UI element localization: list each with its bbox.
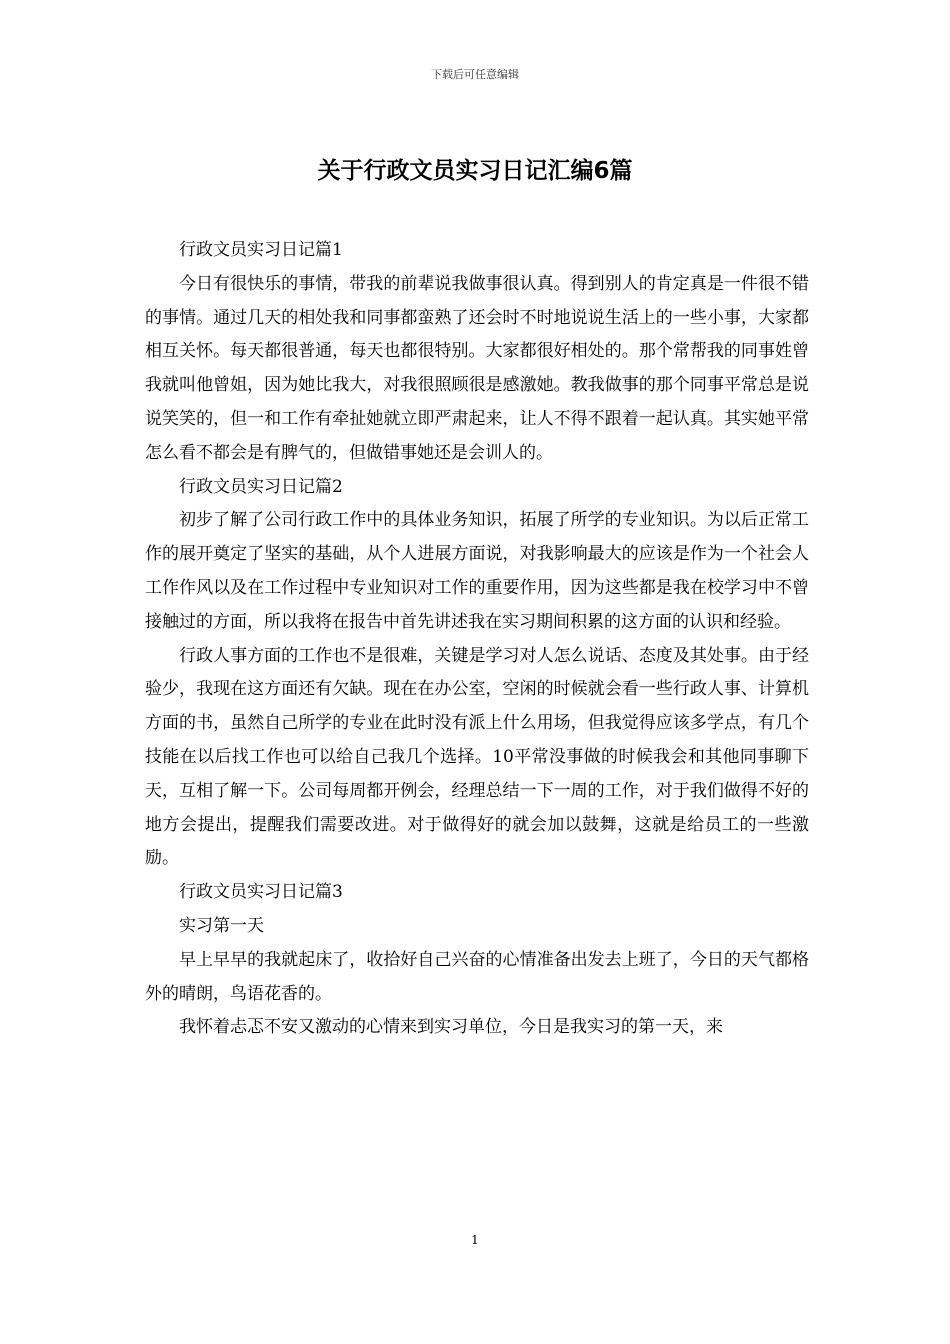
paragraph-2: 初步了解了公司行政工作中的具体业务知识，拓展了所学的专业知识。为以后正常工作的展开奠定了坚实的基础，从个人进展方面说，对我影响最大的应该是作为一个社会人工作作风以及在工作过程中专业知识对工作的重要作用，因为这些都是我在校学习中不曾接触过的方面，所以我将在报告中首先讲述我在实习期间积累的这方面的认识和经验。	[145, 510, 809, 632]
section-heading-3: 行政文员实习日记篇3	[179, 882, 343, 903]
document-body	[145, 234, 809, 1045]
page-number: 1	[471, 1233, 479, 1247]
header-note: 下载后可任意编辑	[431, 68, 519, 81]
document-title: 关于行政文员实习日记汇编6篇	[317, 158, 633, 184]
paragraph-3: 行政人事方面的工作也不是很难，关键是学习对人怎么说话、态度及其处事。由于经验少，我现在这方面还有欠缺。现在在办公室，空闲的时候就会看一些行政人事、计算机方面的书，虽然自己所学的专业在此时没有派上什么用场，但我觉得应该多学点，有几个技能在以后找工作也可以给自己我几个选择。10平常没事做的时候我会和其他同事聊下天，互相了解一下。公司每周都开例会，经理总结一下一周的工作，对于我们做得不好的地方会提出，提醒我们需要改进。对于做得好的就会加以鼓舞，这就是给员工的一些激励。	[145, 645, 809, 869]
paragraph-4: 早上早早的我就起床了，收拾好自己兴奋的心情准备出发去上班了，今日的天气都格外的晴朗，鸟语花香的。	[145, 949, 809, 1004]
sub-heading-day-1: 实习第一天	[179, 915, 264, 936]
paragraph-1: 今日有很快乐的事情，带我的前辈说我做事很认真。得到别人的肯定真是一件很不错的事情。通过几天的相处我和同事都蛮熟了还会时不时地说说生活上的一些小事，大家都相互关怀。每天都很普通，每天也都很特别。大家都很好相处的。那个常帮我的同事姓曾我就叫他曾姐，因为她比我大，对我很照顾很是感激她。教我做事的那个同事平常总是说说笑笑的，但一和工作有牵扯她就立即严肃起来，让人不得不跟着一起认真。其实她平常怎么看不都会是有脾气的，但做错事她还是会训人的。	[145, 273, 809, 463]
section-heading-2: 行政文员实习日记篇2	[179, 476, 343, 497]
paragraph-5: 我怀着忐忑不安又激动的心情来到实习单位，今日是我实习的第一天，来	[179, 1017, 723, 1038]
section-heading-1: 行政文员实习日记篇1	[179, 240, 343, 260]
